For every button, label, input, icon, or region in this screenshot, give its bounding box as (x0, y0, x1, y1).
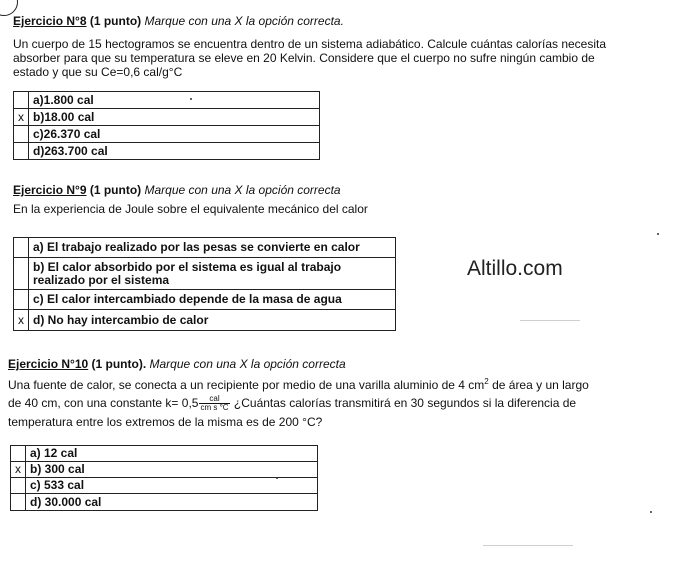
option-row[interactable] (11, 478, 318, 494)
option-row[interactable] (14, 238, 396, 258)
option-mark-cell[interactable]: x (14, 109, 29, 126)
exercise-8-points: (1 punto) (86, 14, 142, 28)
watermark-logo-text: Altillo.com (467, 257, 563, 280)
exercise-10-line-1-text: Una fuente de calor, se conecta a un recipiente por medio de una varilla aluminio de 4 cm (8, 378, 485, 392)
exercise-8-line-2: absorber para que su temperatura se eleve en 20 Kelvin. Considere que el cuerpo no sufre ningún cambio de (13, 51, 595, 65)
option-mark-cell[interactable] (14, 143, 29, 160)
scan-speck (657, 233, 659, 235)
exercise-8-instruction: Marque con una X la opción correcta. (141, 14, 344, 28)
conductivity-units-fraction (199, 395, 229, 412)
exercise-8-options-table (13, 91, 320, 160)
exercise-9-options-table (13, 237, 396, 331)
exercise-8-line-3: estado y que su Ce=0,6 cal/g°C (13, 65, 183, 79)
option-mark-cell[interactable] (14, 258, 29, 290)
option-text: b)18.00 cal (29, 109, 320, 126)
option-mark-cell[interactable]: x (11, 462, 26, 478)
exercise-10-line-1 (8, 375, 589, 392)
option-row[interactable] (14, 258, 396, 290)
option-mark-cell[interactable] (14, 92, 29, 109)
scan-faint-line (483, 545, 573, 546)
option-mark-cell[interactable]: x (14, 310, 29, 331)
exercise-10-points: (1 punto). (88, 357, 147, 371)
scan-speck (190, 98, 192, 100)
exercise-9-line-1: En la experiencia de Joule sobre el equivalente mecánico del calor (13, 202, 368, 216)
exercise-9-number: Ejercicio N°9 (13, 183, 87, 197)
fraction-numerator: cal (199, 395, 229, 404)
option-text: a) El trabajo realizado por las pesas se convierte en calor (29, 238, 396, 258)
exercise-10-line-2 (8, 392, 576, 414)
option-mark-cell[interactable] (11, 478, 26, 494)
exercise-10-instruction: Marque con una X la opción correcta (146, 357, 346, 371)
exercise-10-options-table (10, 445, 318, 511)
option-row[interactable] (14, 310, 396, 331)
exercise-10-line-2-start: de 40 cm, con una constante k= 0,5 (8, 396, 199, 410)
option-mark-cell[interactable] (14, 238, 29, 258)
option-text: c) 533 cal (26, 478, 318, 494)
exercise-9-title (13, 183, 341, 197)
option-text: c) El calor intercambiado depende de la masa de agua (29, 290, 396, 310)
exercise-10-line-1-end: de área y un largo (488, 378, 589, 392)
option-text: d)263.700 cal (29, 143, 320, 160)
exercise-9-points: (1 punto) (86, 183, 142, 197)
option-row[interactable] (11, 462, 318, 478)
exercise-8-title (13, 14, 344, 28)
scan-faint-line (520, 320, 580, 321)
option-row[interactable] (14, 92, 320, 109)
option-mark-cell[interactable] (14, 290, 29, 310)
exercise-10-line-2-end: ¿Cuántas calorías transmitirá en 30 segundos si la diferencia de (230, 396, 577, 410)
option-text: a)1.800 cal (29, 92, 320, 109)
option-text: b) El calor absorbido por el sistema es igual al trabajo (33, 259, 342, 274)
exercise-8-number: Ejercicio N°8 (13, 14, 87, 28)
option-text: a) 12 cal (26, 446, 318, 462)
exercise-10-title (8, 357, 346, 371)
option-row[interactable] (11, 446, 318, 462)
option-text: d) 30.000 cal (26, 494, 318, 511)
exercise-8-line-1: Un cuerpo de 15 hectogramos se encuentra dentro de un sistema adiabático. Calcule cuántas calorías necesita (13, 37, 607, 51)
exercise-10-line-3: temperatura entre los extremos de la misma es de 200 °C? (8, 415, 323, 429)
option-mark-cell[interactable] (11, 446, 26, 462)
scan-speck (276, 477, 278, 479)
option-row[interactable] (11, 494, 318, 511)
fraction-denominator: cm s °C (200, 403, 229, 413)
option-mark-cell[interactable] (11, 494, 26, 511)
option-text: d) No hay intercambio de calor (29, 310, 396, 331)
option-mark-cell[interactable] (14, 126, 29, 143)
exercise-10-number: Ejercicio N°10 (8, 357, 89, 371)
squared-superscript: 2 (484, 377, 489, 386)
option-text: c)26.370 cal (29, 126, 320, 143)
option-text-continuation: realizado por el sistema (33, 272, 170, 287)
option-row[interactable] (14, 126, 320, 143)
option-text-cell (29, 258, 396, 290)
exercise-9-instruction: Marque con una X la opción correcta (141, 183, 341, 197)
option-row[interactable] (14, 109, 320, 126)
option-row[interactable] (14, 290, 396, 310)
scan-speck (650, 511, 652, 513)
option-row[interactable] (14, 143, 320, 160)
option-text: b) 300 cal (26, 462, 318, 478)
